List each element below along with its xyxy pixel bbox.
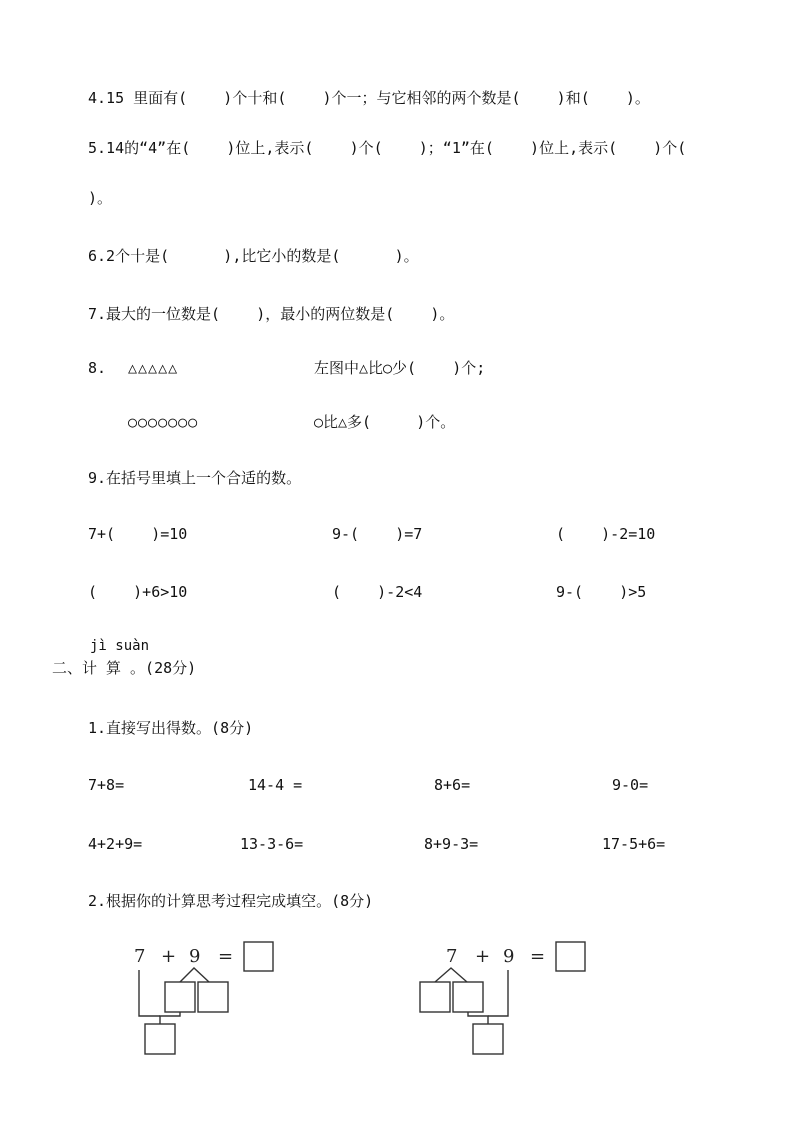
- q9-row1-item2: 9-( )=7: [332, 525, 423, 543]
- calc-q1-title: 1.直接写出得数。(8分): [88, 719, 254, 737]
- left-split-lines: [180, 968, 209, 982]
- question-6: 6.2个十是( ),比它小的数是( )。: [88, 247, 419, 265]
- triangle-row: △△△△△: [128, 359, 179, 377]
- question-8-b: ○比△多( )个。: [314, 413, 456, 431]
- left-operand-a: 7: [134, 946, 146, 967]
- question-8-number: 8.: [88, 359, 107, 377]
- question-8-a: 左图中△比○少( )个;: [314, 359, 486, 377]
- right-sum-box[interactable]: [473, 1024, 503, 1054]
- right-split-lines: [435, 968, 467, 982]
- circle-row: ○○○○○○○: [128, 413, 199, 431]
- question-7: 7.最大的一位数是( )，最小的两位数是( )。: [88, 305, 455, 323]
- left-equals: =: [218, 946, 234, 967]
- left-part-box-1[interactable]: [165, 982, 195, 1012]
- q9-row2-item1: ( )+6>10: [88, 583, 188, 601]
- split-diagram-left: [128, 936, 288, 1061]
- q9-row2-item2: ( )-2<4: [332, 583, 423, 601]
- q9-row1-item1: 7+( )=10: [88, 525, 188, 543]
- right-operand-b: 9: [503, 946, 515, 967]
- question-9-title: 9.在括号里填上一个合适的数。: [88, 469, 302, 487]
- right-operand-a: 7: [446, 946, 458, 967]
- calc-q1-r1-2: 14-4 =: [248, 776, 303, 794]
- split-diagram-right: [412, 936, 592, 1061]
- section-heading: 二、计 算 。(28分): [52, 659, 197, 677]
- right-equals: =: [530, 946, 546, 967]
- calc-q1-r1-4: 9-0=: [612, 776, 649, 794]
- calc-q1-r2-3: 8+9-3=: [424, 835, 479, 853]
- section-pinyin: jì suàn: [90, 638, 150, 654]
- left-part-box-2[interactable]: [198, 982, 228, 1012]
- right-part-box-1[interactable]: [420, 982, 450, 1012]
- question-5-line2: )。: [88, 189, 113, 207]
- right-operator: +: [475, 946, 491, 967]
- question-5-line1: 5.14的“4”在( )位上,表示( )个( )；“1”在( )位上,表示( )个(: [88, 139, 687, 157]
- right-part-box-2[interactable]: [453, 982, 483, 1012]
- right-bracket-b: [468, 1012, 488, 1024]
- left-sum-box[interactable]: [145, 1024, 175, 1054]
- calc-q1-r2-2: 13-3-6=: [240, 835, 304, 853]
- q9-row2-item3: 9-( )>5: [556, 583, 647, 601]
- left-operand-b: 9: [189, 946, 201, 967]
- left-bracket-a: [139, 970, 160, 1016]
- calc-q1-r2-4: 17-5+6=: [602, 835, 666, 853]
- question-4: 4.15 里面有( )个十和( )个一；与它相邻的两个数是( )和( )。: [88, 89, 650, 107]
- right-bracket-a: [488, 970, 508, 1016]
- q9-row1-item3: ( )-2=10: [556, 525, 656, 543]
- right-result-box[interactable]: [556, 942, 585, 971]
- calc-q2-title: 2.根据你的计算思考过程完成填空。(8分): [88, 892, 374, 910]
- calc-q1-r1-1: 7+8=: [88, 776, 125, 794]
- left-bracket-b: [160, 1012, 180, 1024]
- calc-q1-r1-3: 8+6=: [434, 776, 471, 794]
- left-result-box[interactable]: [244, 942, 273, 971]
- calc-q1-r2-1: 4+2+9=: [88, 835, 143, 853]
- left-operator: +: [161, 946, 177, 967]
